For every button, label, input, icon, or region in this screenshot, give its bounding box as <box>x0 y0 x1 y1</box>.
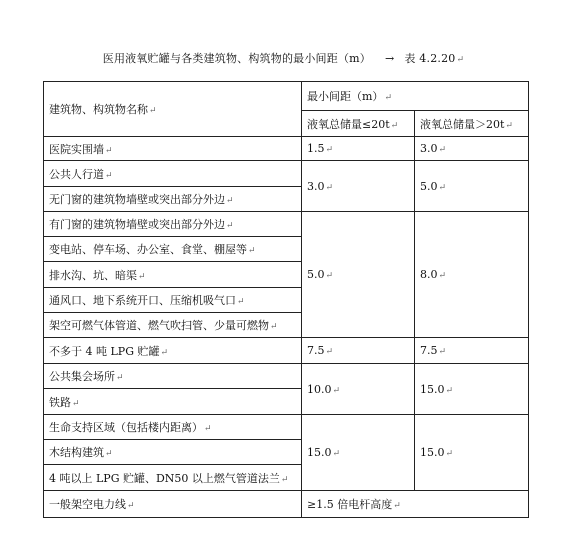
header-col-small: 液氧总储量≤20t↵ <box>302 111 415 137</box>
row-name: 有门窗的建筑物墙壁或突出部分外边↵ <box>44 212 302 237</box>
group-value-large: 15.0↵ <box>415 364 529 415</box>
table-row <box>44 212 529 237</box>
row-name: 木结构建筑↵ <box>44 440 302 465</box>
row-value-large: 7.5↵ <box>415 338 529 364</box>
row-value-small: 7.5↵ <box>302 338 415 364</box>
row-name: 不多于 4 吨 LPG 贮罐↵ <box>44 338 302 364</box>
row-name: 排水沟、坑、暗渠↵ <box>44 262 302 288</box>
table-row <box>44 415 529 440</box>
row-name: 一般架空电力线↵ <box>44 491 302 518</box>
row-name: 架空可燃气体管道、燃气吹扫管、少量可燃物↵ <box>44 313 302 338</box>
row-name: 变电站、停车场、办公室、食堂、棚屋等↵ <box>44 237 302 262</box>
group-value-small: 10.0↵ <box>302 364 415 415</box>
group-value-small: 15.0↵ <box>302 415 415 491</box>
row-name: 铁路↵ <box>44 389 302 415</box>
caption-title: 医用液氧贮罐与各类建筑物、构筑物的最小间距（m） <box>102 52 371 65</box>
row-value-merged: ≥1.5 倍电杆高度↵ <box>302 491 529 518</box>
group-value-small: 5.0↵ <box>302 212 415 338</box>
row-name: 医院实围墙↵ <box>44 137 302 161</box>
group-value-large: 15.0↵ <box>415 415 529 491</box>
header-name-cell: 建筑物、构筑物名称↵ <box>44 82 302 137</box>
caption-arrow: → <box>384 52 395 65</box>
row-value-small: 1.5↵ <box>302 137 415 161</box>
table-row <box>44 364 529 389</box>
table-row <box>44 491 529 518</box>
group-value-large: 5.0↵ <box>415 161 529 212</box>
row-name: 公共集会场所↵ <box>44 364 302 389</box>
header-min-distance-cell: 最小间距（m）↵ <box>302 82 529 111</box>
row-value-large: 3.0↵ <box>415 137 529 161</box>
group-value-small: 3.0↵ <box>302 161 415 212</box>
group-value-large: 8.0↵ <box>415 212 529 338</box>
header-col-large: 液氧总储量＞20t↵ <box>415 111 529 137</box>
row-name: 通风口、地下系统开口、压缩机吸气口↵ <box>44 288 302 313</box>
row-name: 生命支持区域（包括楼内距离）↵ <box>44 415 302 440</box>
row-name: 4 吨以上 LPG 贮罐、DN50 以上燃气管道法兰↵ <box>44 465 302 491</box>
row-name: 无门窗的建筑物墙壁或突出部分外边↵ <box>44 187 302 212</box>
caption-table-number: 表 4.2.20 <box>404 52 456 65</box>
table-caption: 医用液氧贮罐与各类建筑物、构筑物的最小间距（m） → 表 4.2.20↵ <box>102 52 465 65</box>
table-row <box>44 338 529 364</box>
distance-table <box>43 81 529 518</box>
table-row <box>44 137 529 161</box>
table-row <box>44 161 529 187</box>
row-name: 公共人行道↵ <box>44 161 302 187</box>
